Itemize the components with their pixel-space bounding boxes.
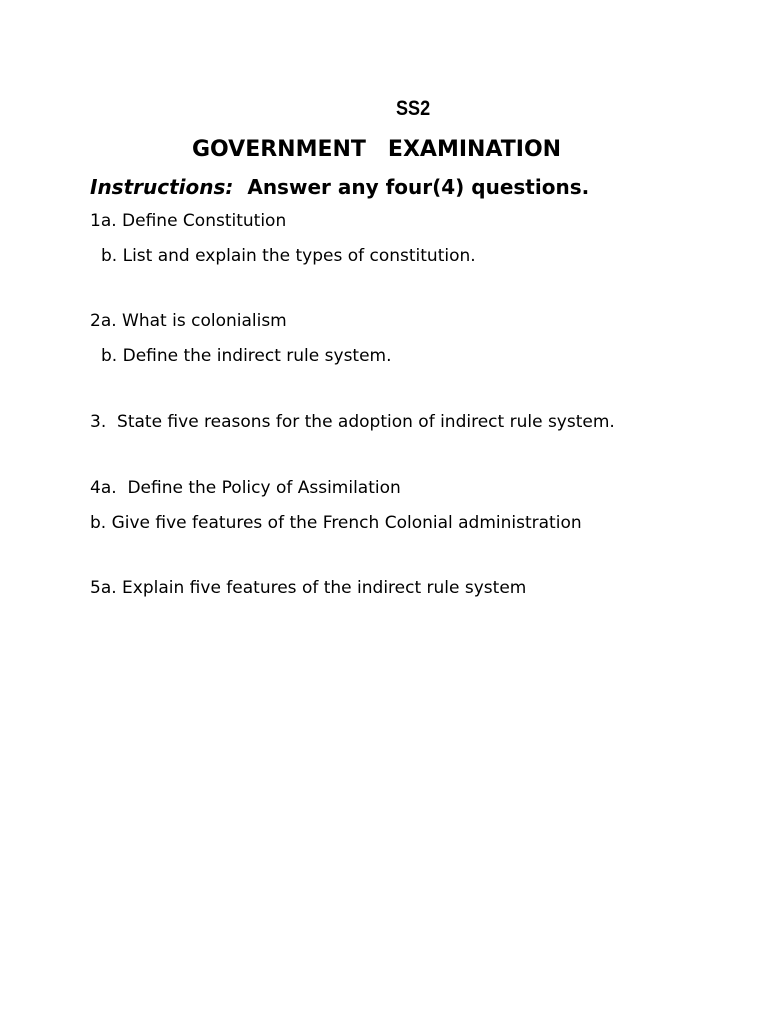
question-2b: b. Define the indirect rule system. (101, 346, 392, 366)
question-4b: b. Give five features of the French Colonial administration (90, 513, 582, 533)
exam-title (192, 139, 561, 161)
question-1a: 1a. Define Constitution (90, 211, 287, 231)
question-5a: 5a. Explain five features of the indirect rule system (90, 578, 527, 598)
title-subject: GOVERNMENT (192, 137, 366, 162)
instructions-label: Instructions: (90, 175, 234, 199)
instructions (90, 177, 589, 197)
instructions-text: Answer any four(4) questions. (247, 175, 590, 199)
question-3: 3. State five reasons for the adoption of indirect rule system. (90, 412, 615, 432)
question-2a: 2a. What is colonialism (90, 311, 287, 331)
class-label: SS2 (396, 97, 431, 120)
question-1b: b. List and explain the types of constitution. (101, 246, 476, 266)
question-4a: 4a. Define the Policy of Assimilation (90, 478, 401, 498)
title-examination: EXAMINATION (387, 137, 562, 162)
